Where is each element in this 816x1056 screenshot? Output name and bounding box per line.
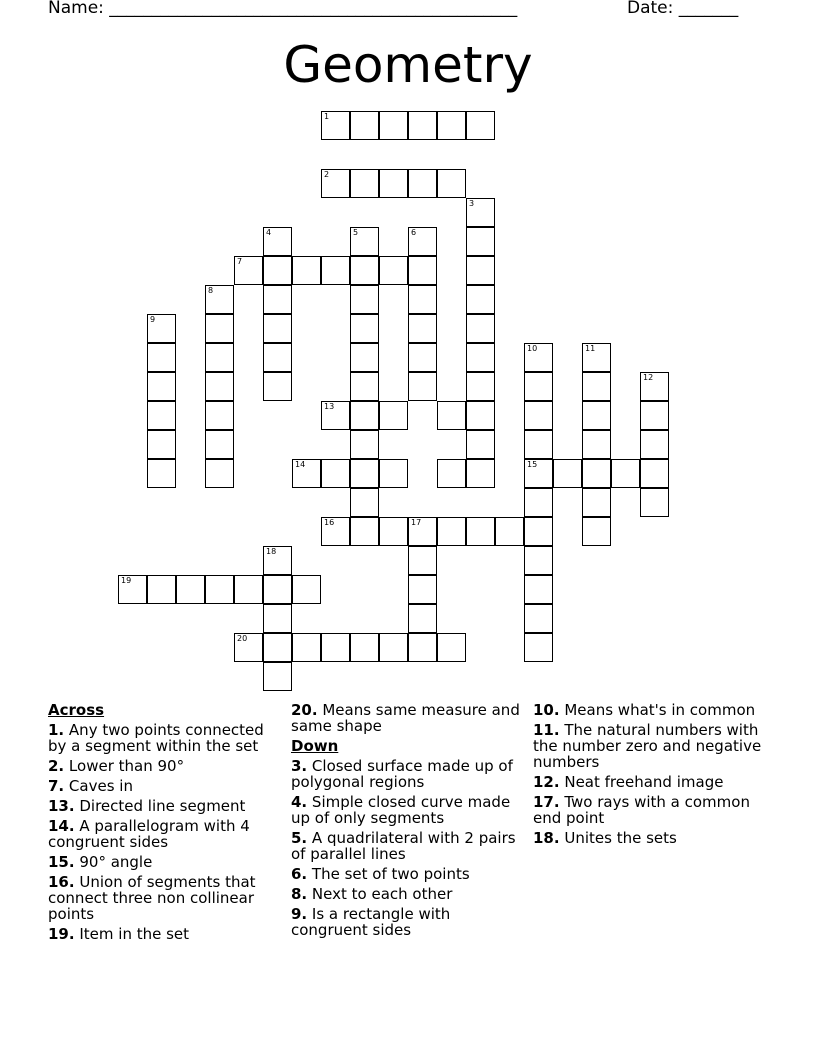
crossword-cell[interactable] <box>205 575 234 604</box>
clue-text: A parallelogram with 4 congruent sides <box>48 817 250 851</box>
crossword-cell[interactable] <box>408 227 437 256</box>
crossword-cell[interactable] <box>379 401 408 430</box>
crossword-cell[interactable] <box>263 227 292 256</box>
crossword-cell[interactable] <box>205 343 234 372</box>
crossword-cell[interactable] <box>234 633 263 662</box>
crossword-cell[interactable] <box>524 372 553 401</box>
crossword-cell[interactable] <box>408 517 437 546</box>
crossword-cell[interactable] <box>437 517 466 546</box>
clue-number: 9. <box>291 905 308 923</box>
crossword-cell[interactable] <box>292 575 321 604</box>
clue-text: Item in the set <box>79 925 190 943</box>
crossword-cell[interactable] <box>379 256 408 285</box>
across-clue <box>291 702 527 734</box>
clue-text: 90° angle <box>79 853 153 871</box>
crossword-cell[interactable] <box>147 343 176 372</box>
crossword-cell[interactable] <box>437 633 466 662</box>
cell-number: 10 <box>527 344 538 353</box>
crossword-cell[interactable] <box>408 604 437 633</box>
down-clue <box>291 830 527 862</box>
cell-number: 13 <box>324 402 335 411</box>
crossword-cell[interactable] <box>553 459 582 488</box>
crossword-cell[interactable] <box>379 517 408 546</box>
down-clue <box>291 886 527 902</box>
down-clue <box>291 758 527 790</box>
crossword-cell[interactable] <box>524 633 553 662</box>
across-clue <box>48 854 284 870</box>
crossword-cell[interactable] <box>205 285 234 314</box>
crossword-cell[interactable] <box>524 517 553 546</box>
clue-text: Is a rectangle with congruent sides <box>291 905 451 939</box>
clue-text: A quadrilateral with 2 pairs of parallel lines <box>291 829 516 863</box>
crossword-cell[interactable] <box>176 575 205 604</box>
clue-number: 8. <box>291 885 308 903</box>
crossword-cell[interactable] <box>263 546 292 575</box>
crossword-cell[interactable] <box>292 256 321 285</box>
clue-number: 6. <box>291 865 308 883</box>
crossword-cell[interactable] <box>234 256 263 285</box>
clue-text: Neat freehand image <box>564 773 724 791</box>
crossword-cell[interactable] <box>147 575 176 604</box>
down-clue <box>291 866 527 882</box>
crossword-cell[interactable] <box>350 430 379 459</box>
crossword-cell[interactable] <box>118 575 147 604</box>
crossword-cell[interactable] <box>147 372 176 401</box>
crossword-cell[interactable] <box>466 430 495 459</box>
crossword-cell[interactable] <box>147 401 176 430</box>
crossword-cell[interactable] <box>408 256 437 285</box>
clue-text: Lower than 90° <box>68 757 185 775</box>
crossword-cell[interactable] <box>263 256 292 285</box>
clue-number: 11. <box>533 721 560 739</box>
clue-text: Means what's in common <box>564 701 756 719</box>
crossword-cell[interactable] <box>147 459 176 488</box>
clue-number: 17. <box>533 793 560 811</box>
down-clue <box>291 906 527 938</box>
clues-column-1 <box>48 702 284 946</box>
cell-number: 9 <box>150 315 156 324</box>
cell-number: 1 <box>324 112 330 121</box>
across-clue <box>48 926 284 942</box>
crossword-cell[interactable] <box>350 256 379 285</box>
crossword-cell[interactable] <box>205 372 234 401</box>
clue-number: 4. <box>291 793 308 811</box>
cell-number: 14 <box>295 460 306 469</box>
crossword-cell[interactable] <box>321 633 350 662</box>
crossword-cell[interactable] <box>408 633 437 662</box>
clue-text: Directed line segment <box>79 797 246 815</box>
clue-number: 3. <box>291 757 308 775</box>
crossword-cell[interactable] <box>408 343 437 372</box>
across-clue <box>48 798 284 814</box>
crossword-cell[interactable] <box>321 169 350 198</box>
crossword-cell[interactable] <box>321 256 350 285</box>
clue-number: 14. <box>48 817 75 835</box>
crossword-cell[interactable] <box>466 372 495 401</box>
cell-number: 11 <box>585 344 596 353</box>
crossword-cell[interactable] <box>466 314 495 343</box>
cell-number: 20 <box>237 634 248 643</box>
clue-text: The set of two points <box>311 865 470 883</box>
crossword-cell[interactable] <box>234 575 263 604</box>
clue-number: 10. <box>533 701 560 719</box>
across-clue <box>48 778 284 794</box>
down-clue <box>533 774 769 790</box>
down-clue <box>533 722 769 770</box>
cell-number: 15 <box>527 460 538 469</box>
crossword-cell[interactable] <box>292 633 321 662</box>
across-clue <box>48 722 284 754</box>
clues-column-2 <box>291 702 527 942</box>
crossword-cell[interactable] <box>147 430 176 459</box>
crossword-cell[interactable] <box>350 285 379 314</box>
crossword-cell[interactable] <box>408 285 437 314</box>
crossword-cell[interactable] <box>350 111 379 140</box>
clue-text: Union of segments that connect three non collinear points <box>48 873 256 923</box>
crossword-cell[interactable] <box>205 430 234 459</box>
crossword-cell[interactable] <box>640 488 669 517</box>
crossword-cell[interactable] <box>466 111 495 140</box>
cell-number: 18 <box>266 547 277 556</box>
crossword-cell[interactable] <box>524 401 553 430</box>
crossword-cell[interactable] <box>437 459 466 488</box>
crossword-cell[interactable] <box>466 198 495 227</box>
across-clue <box>48 818 284 850</box>
crossword-cell[interactable] <box>408 546 437 575</box>
crossword-cell[interactable] <box>350 314 379 343</box>
crossword-cell[interactable] <box>524 546 553 575</box>
clue-number: 1. <box>48 721 65 739</box>
crossword-cell[interactable] <box>350 517 379 546</box>
crossword-cell[interactable] <box>524 575 553 604</box>
crossword-cell[interactable] <box>524 604 553 633</box>
clue-number: 18. <box>533 829 560 847</box>
crossword-cell[interactable] <box>640 372 669 401</box>
crossword-cell[interactable] <box>466 227 495 256</box>
crossword-cell[interactable] <box>350 401 379 430</box>
crossword-cell[interactable] <box>379 633 408 662</box>
crossword-cell[interactable] <box>408 575 437 604</box>
crossword-cell[interactable] <box>263 604 292 633</box>
crossword-cell[interactable] <box>350 459 379 488</box>
crossword-cell[interactable] <box>292 459 321 488</box>
crossword-cell[interactable] <box>466 256 495 285</box>
page-title: Geometry <box>283 36 533 94</box>
clue-text: Means same measure and same shape <box>291 701 520 735</box>
crossword-cell[interactable] <box>321 517 350 546</box>
cell-number: 8 <box>208 286 214 295</box>
crossword-cell[interactable] <box>350 372 379 401</box>
clue-number: 15. <box>48 853 75 871</box>
down-clue <box>291 794 527 826</box>
crossword-cell[interactable] <box>263 314 292 343</box>
crossword-cell[interactable] <box>379 169 408 198</box>
clue-text: Caves in <box>68 777 133 795</box>
crossword-cell[interactable] <box>408 314 437 343</box>
crossword-cell[interactable] <box>495 517 524 546</box>
cell-number: 2 <box>324 170 330 179</box>
cell-number: 19 <box>121 576 132 585</box>
crossword-cell[interactable] <box>263 372 292 401</box>
clue-text: The natural numbers with the number zero and negative numbers <box>533 721 762 771</box>
clue-text: Unites the sets <box>564 829 677 847</box>
clue-number: 5. <box>291 829 308 847</box>
clues-column-3 <box>533 702 769 850</box>
cell-number: 5 <box>353 228 359 237</box>
crossword-cell[interactable] <box>466 343 495 372</box>
crossword-cell[interactable] <box>466 285 495 314</box>
clue-text: Simple closed curve made up of only segments <box>291 793 511 827</box>
name-field-label: Name: ________________________________________________ <box>48 0 518 18</box>
clue-number: 13. <box>48 797 75 815</box>
crossword-cell[interactable] <box>263 662 292 691</box>
clue-text: Any two points connected by a segment within the set <box>48 721 264 755</box>
down-clue <box>533 794 769 826</box>
crossword-cell[interactable] <box>350 343 379 372</box>
cell-number: 3 <box>469 199 475 208</box>
down-heading: Down <box>291 737 339 755</box>
crossword-cell[interactable] <box>466 401 495 430</box>
crossword-cell[interactable] <box>466 517 495 546</box>
crossword-cell[interactable] <box>611 459 640 488</box>
across-clue <box>48 874 284 922</box>
crossword-cell[interactable] <box>321 459 350 488</box>
clue-number: 12. <box>533 773 560 791</box>
crossword-cell[interactable] <box>379 111 408 140</box>
crossword-cell[interactable] <box>582 343 611 372</box>
cell-number: 6 <box>411 228 417 237</box>
cell-number: 7 <box>237 257 243 266</box>
crossword-cell[interactable] <box>147 314 176 343</box>
crossword-cell[interactable] <box>350 633 379 662</box>
clue-number: 19. <box>48 925 75 943</box>
crossword-cell[interactable] <box>640 459 669 488</box>
crossword-cell[interactable] <box>263 575 292 604</box>
clue-text: Two rays with a common end point <box>533 793 750 827</box>
crossword-cell[interactable] <box>582 517 611 546</box>
crossword-cell[interactable] <box>524 459 553 488</box>
crossword-cell[interactable] <box>350 227 379 256</box>
crossword-cell[interactable] <box>350 488 379 517</box>
clue-number: 20. <box>291 701 318 719</box>
crossword-cell[interactable] <box>437 111 466 140</box>
crossword-cell[interactable] <box>582 372 611 401</box>
crossword-cell[interactable] <box>524 343 553 372</box>
date-field-label: Date: _______ <box>627 0 739 18</box>
crossword-cell[interactable] <box>466 459 495 488</box>
crossword-cell[interactable] <box>205 314 234 343</box>
crossword-cell[interactable] <box>408 111 437 140</box>
crossword-cell[interactable] <box>582 459 611 488</box>
clue-number: 16. <box>48 873 75 891</box>
crossword-cell[interactable] <box>263 285 292 314</box>
crossword-cell[interactable] <box>524 430 553 459</box>
crossword-cell[interactable] <box>263 633 292 662</box>
crossword-cell[interactable] <box>408 372 437 401</box>
crossword-cell[interactable] <box>437 169 466 198</box>
crossword-cell[interactable] <box>408 169 437 198</box>
crossword-cell[interactable] <box>524 488 553 517</box>
cell-number: 4 <box>266 228 272 237</box>
clue-text: Closed surface made up of polygonal regions <box>291 757 513 791</box>
clue-text: Next to each other <box>311 885 453 903</box>
crossword-cell[interactable] <box>350 169 379 198</box>
crossword-cell[interactable] <box>582 430 611 459</box>
crossword-cell[interactable] <box>263 343 292 372</box>
crossword-cell[interactable] <box>205 401 234 430</box>
down-clue <box>533 830 769 846</box>
crossword-cell[interactable] <box>321 111 350 140</box>
crossword-cell[interactable] <box>205 459 234 488</box>
crossword-cell[interactable] <box>379 459 408 488</box>
cell-number: 16 <box>324 518 335 527</box>
crossword-cell[interactable] <box>640 430 669 459</box>
crossword-cell[interactable] <box>437 401 466 430</box>
crossword-cell[interactable] <box>640 401 669 430</box>
clue-number: 7. <box>48 777 65 795</box>
across-clue <box>48 758 284 774</box>
crossword-cell[interactable] <box>582 401 611 430</box>
clue-number: 2. <box>48 757 65 775</box>
crossword-cell[interactable] <box>582 488 611 517</box>
crossword-cell[interactable] <box>321 401 350 430</box>
across-heading: Across <box>48 701 105 719</box>
cell-number: 17 <box>411 518 422 527</box>
cell-number: 12 <box>643 373 654 382</box>
down-clue <box>533 702 769 718</box>
